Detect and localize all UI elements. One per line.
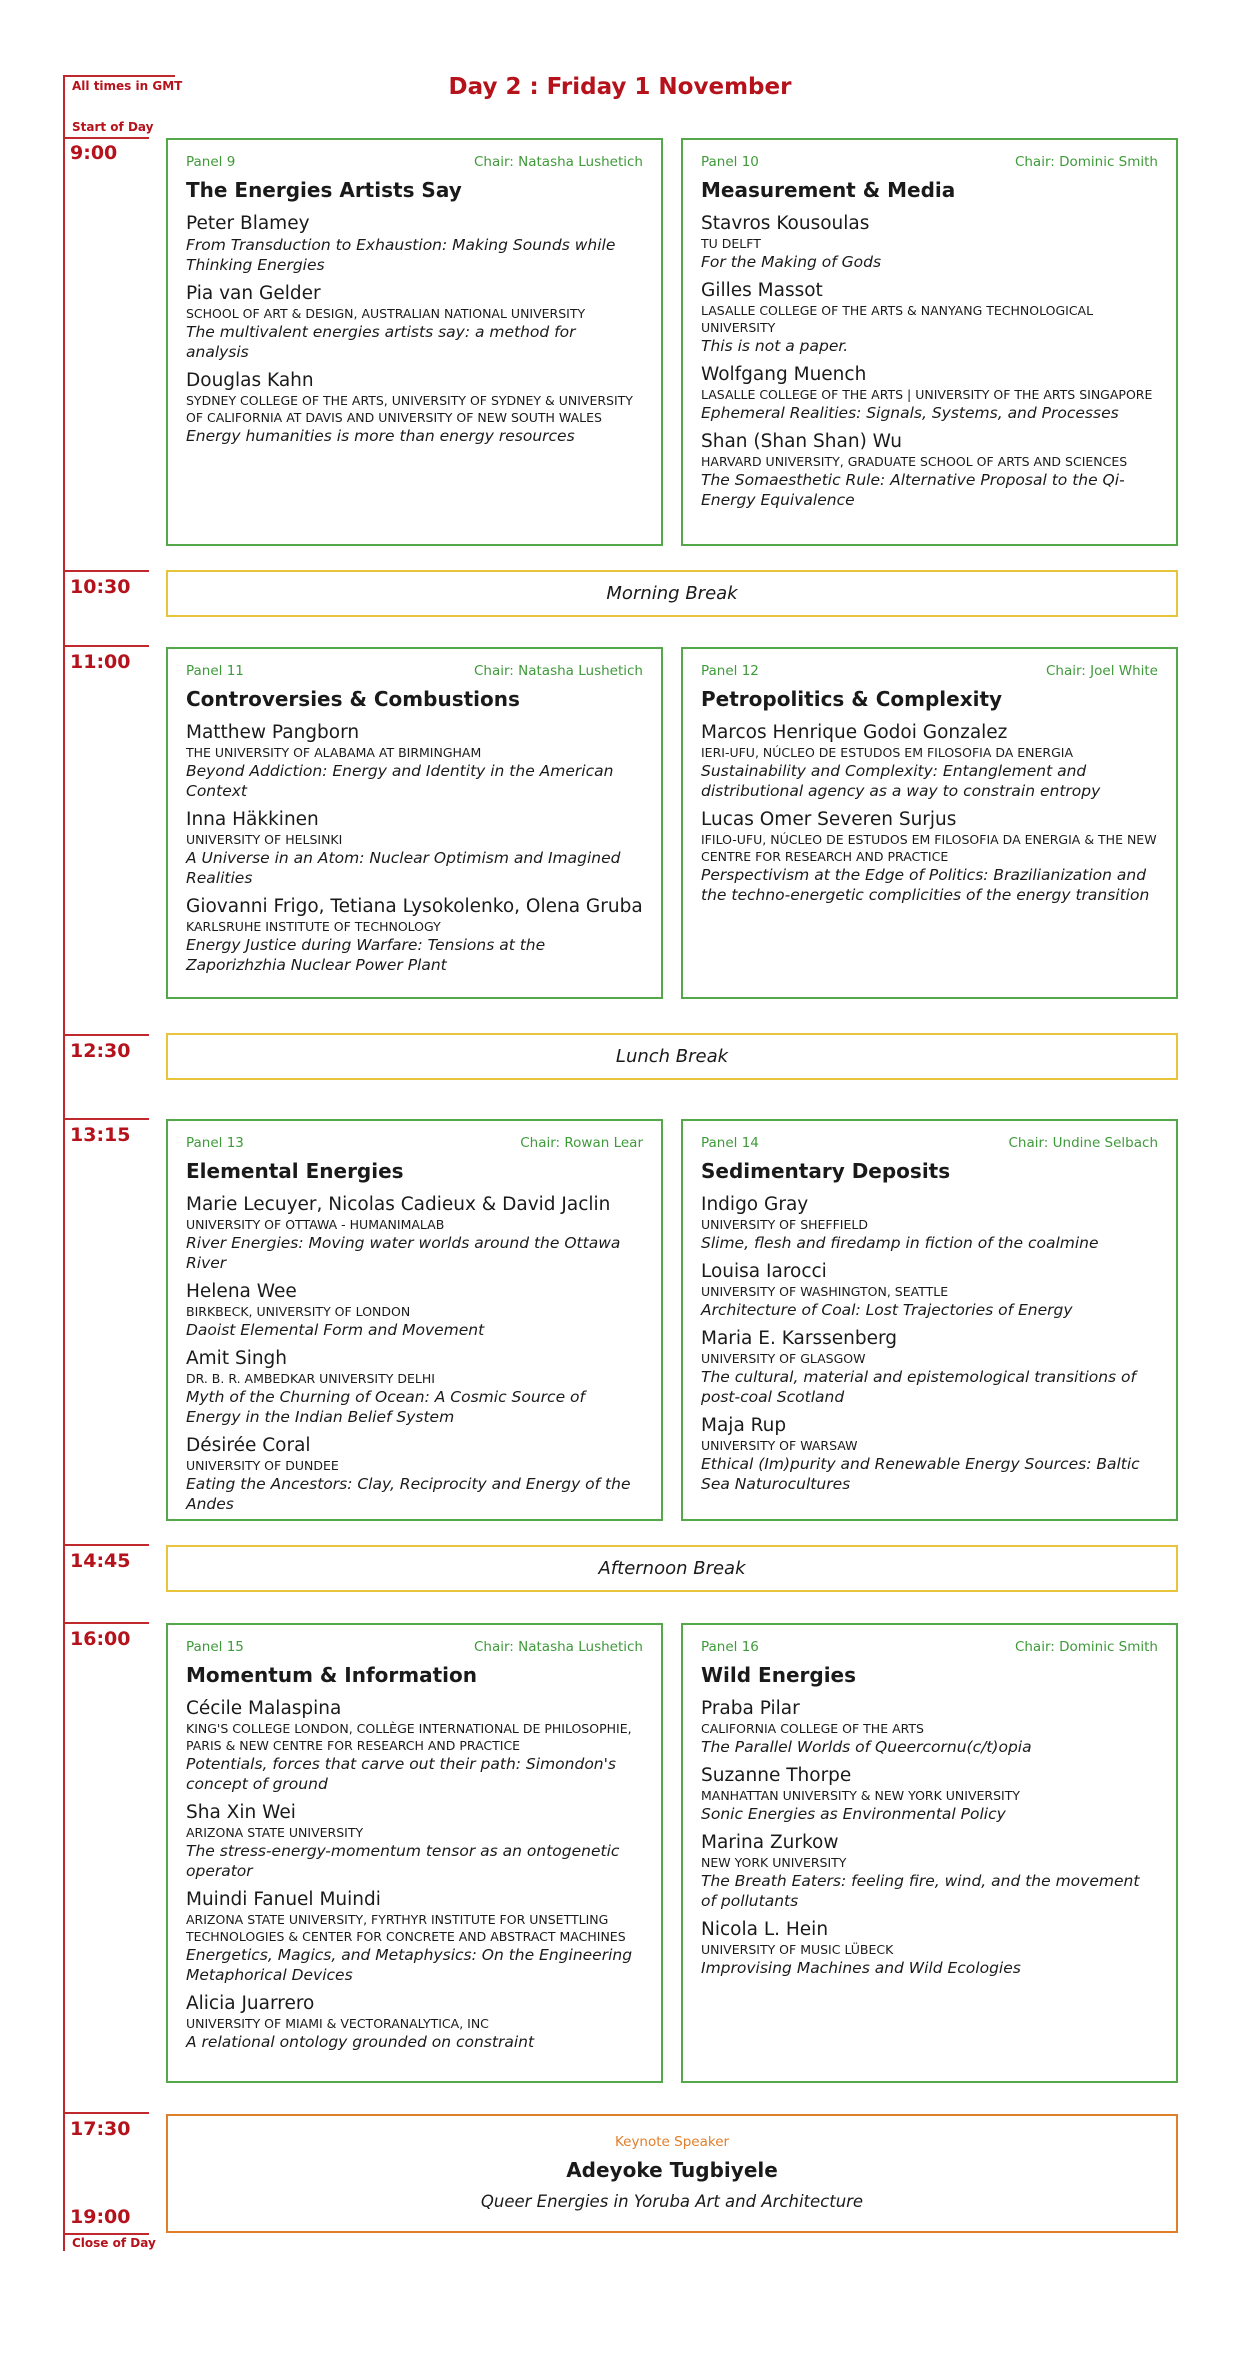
panel-number: Panel 15 — [186, 1639, 244, 1655]
break-bar — [166, 570, 1178, 617]
panel-title: Sedimentary Deposits — [701, 1159, 951, 1183]
speaker-affiliation: LASALLE COLLEGE OF THE ARTS & NANYANG TECHNOLOGICAL UNIVERSITY — [701, 303, 1094, 335]
panel-number: Panel 11 — [186, 663, 244, 679]
speaker-affiliation: UNIVERSITY OF GLASGOW — [701, 1351, 866, 1366]
talk-title: Energy humanities is more than energy resources — [186, 427, 575, 445]
panel-number: Panel 9 — [186, 154, 236, 170]
speaker-name: Marie Lecuyer, Nicolas Cadieux & David Jaclin — [186, 1194, 611, 1215]
speaker-name: Inna Häkkinen — [186, 809, 319, 830]
speaker-name: Nicola L. Hein — [701, 1919, 829, 1940]
panel-card — [681, 1119, 1178, 1521]
speaker-affiliation: MANHATTAN UNIVERSITY & NEW YORK UNIVERSITY — [701, 1788, 1020, 1803]
talk-title: Energy Justice during Warfare: Tensions at the Zaporizhzhia Nuclear Power Plant — [186, 936, 546, 974]
timeline-tick — [63, 1034, 149, 1036]
talk-entry — [701, 431, 1158, 510]
speaker-affiliation: THE UNIVERSITY OF ALABAMA AT BIRMINGHAM — [186, 745, 482, 760]
panel-title: Elemental Energies — [186, 1159, 404, 1183]
panel-chair: Chair: Dominic Smith — [1014, 1639, 1158, 1655]
time-label: 13:15 — [70, 1124, 131, 1146]
panel-chair: Chair: Dominic Smith — [1014, 154, 1158, 170]
speaker-name: Suzanne Thorpe — [701, 1765, 852, 1786]
speaker-affiliation: DR. B. R. AMBEDKAR UNIVERSITY DELHI — [186, 1371, 435, 1386]
talk-entry — [701, 364, 1158, 423]
panel-card — [681, 138, 1178, 546]
speaker-name: Alicia Juarrero — [186, 1993, 315, 2014]
speaker-name: Wolfgang Muench — [701, 364, 867, 385]
talk-entry — [186, 1194, 643, 1273]
page-title: Day 2 : Friday 1 November — [448, 74, 792, 100]
gmt-note: All times in GMT — [72, 79, 183, 93]
speaker-name: Shan (Shan Shan) Wu — [701, 431, 903, 452]
talk-title: Sustainability and Complexity: Entanglement and distributional agency as a way to constrain entropy — [701, 762, 1101, 800]
speaker-affiliation: CALIFORNIA COLLEGE OF THE ARTS — [701, 1721, 924, 1736]
speaker-name: Praba Pilar — [701, 1698, 800, 1719]
speaker-affiliation: UNIVERSITY OF DUNDEE — [186, 1458, 339, 1473]
speaker-name: Pia van Gelder — [186, 283, 321, 304]
speaker-affiliation: UNIVERSITY OF WARSAW — [701, 1438, 858, 1453]
panel-number: Panel 16 — [701, 1639, 759, 1655]
panel-card — [166, 1119, 663, 1521]
talk-title: Potentials, forces that carve out their path: Simondon's concept of ground — [186, 1755, 616, 1793]
speaker-affiliation: UNIVERSITY OF OTTAWA - HUMANIMALAB — [186, 1217, 445, 1232]
keynote-label: Keynote Speaker — [614, 2134, 730, 2150]
panel-title: Petropolitics & Complexity — [701, 687, 1003, 711]
time-label: 11:00 — [70, 651, 131, 673]
break-label: Lunch Break — [615, 1046, 729, 1067]
keynote-speaker-name: Adeyoke Tugbiyele — [566, 2158, 778, 2182]
talk-entry — [186, 896, 643, 975]
speaker-affiliation: UNIVERSITY OF MIAMI & VECTORANALYTICA, INC — [186, 2016, 489, 2031]
talk-title: A Universe in an Atom: Nuclear Optimism and Imagined Realities — [186, 849, 621, 887]
panel-chair: Chair: Natasha Lushetich — [473, 154, 643, 170]
talk-title: The Parallel Worlds of Queercornu(c/t)opia — [701, 1738, 1032, 1756]
panel-title: The Energies Artists Say — [186, 178, 462, 202]
talk-title: Energetics, Magics, and Metaphysics: On the Engineering Metaphorical Devices — [186, 1946, 633, 1984]
keynote-talk-title: Queer Energies in Yoruba Art and Architecture — [480, 2192, 864, 2211]
panel-chair: Chair: Natasha Lushetich — [473, 663, 643, 679]
timeline-tick — [63, 570, 149, 572]
talk-entry — [701, 213, 1158, 272]
talk-entry — [186, 370, 643, 446]
talk-title: Ethical (Im)purity and Renewable Energy Sources: Baltic Sea Naturocultures — [701, 1455, 1140, 1493]
break-bar — [166, 1033, 1178, 1080]
talk-entry — [701, 1832, 1158, 1911]
panel-title: Controversies & Combustions — [186, 687, 520, 711]
talk-title: Myth of the Churning of Ocean: A Cosmic Source of Energy in the Indian Belief System — [186, 1388, 585, 1426]
talk-entry — [186, 722, 643, 801]
panel-title: Measurement & Media — [701, 178, 956, 202]
speaker-name: Helena Wee — [186, 1281, 297, 1302]
talk-entry — [186, 1889, 643, 1985]
talk-title: Beyond Addiction: Energy and Identity in the American Context — [186, 762, 614, 800]
speaker-affiliation: IERI-UFU, NÚCLEO DE ESTUDOS EM FILOSOFIA DA ENERGIA — [701, 745, 1074, 760]
speaker-name: Cécile Malaspina — [186, 1698, 342, 1719]
talk-title: Improvising Machines and Wild Ecologies — [701, 1959, 1021, 1977]
time-label: 17:30 — [70, 2118, 131, 2140]
panel-title: Momentum & Information — [186, 1663, 478, 1687]
panel-number: Panel 14 — [701, 1135, 759, 1151]
timeline-tick — [63, 645, 149, 647]
speaker-name: Douglas Kahn — [186, 370, 314, 391]
speaker-name: Giovanni Frigo, Tetiana Lysokolenko, Olena Gruba — [186, 896, 643, 917]
speaker-affiliation: UNIVERSITY OF WASHINGTON, SEATTLE — [701, 1284, 949, 1299]
talk-title: This is not a paper. — [701, 337, 849, 355]
panel-chair: Chair: Joel White — [1045, 663, 1158, 679]
talk-title: A relational ontology grounded on constraint — [186, 2033, 535, 2051]
speaker-name: Peter Blamey — [186, 213, 310, 234]
speaker-affiliation: SYDNEY COLLEGE OF THE ARTS, UNIVERSITY OF SYDNEY & UNIVERSITY OF CALIFORNIA AT DAVIS AND UNIVERSITY OF NEW SOUTH WALES — [186, 393, 633, 425]
speaker-affiliation: UNIVERSITY OF SHEFFIELD — [701, 1217, 868, 1232]
talk-title: For the Making of Gods — [701, 253, 882, 271]
speaker-affiliation: UNIVERSITY OF MUSIC LÜBECK — [701, 1942, 894, 1957]
speaker-affiliation: ARIZONA STATE UNIVERSITY, FYRTHYR INSTITUTE FOR UNSETTLING TECHNOLOGIES & CENTER FOR CONCRETE AND ABSTRACT MACHINES — [186, 1912, 626, 1944]
speaker-affiliation: UNIVERSITY OF HELSINKI — [186, 832, 343, 847]
talk-entry — [186, 1802, 643, 1881]
close-of-day-label: Close of Day — [72, 2236, 156, 2250]
talk-title: The stress-energy-momentum tensor as an ontogenetic operator — [186, 1842, 620, 1880]
time-label: 9:00 — [70, 142, 118, 164]
talk-title: The cultural, material and epistemological transitions of post-coal Scotland — [701, 1368, 1136, 1406]
talk-title: Ephemeral Realities: Signals, Systems, and Processes — [701, 404, 1119, 422]
talk-title: Sonic Energies as Environmental Policy — [701, 1805, 1006, 1823]
panel-card — [681, 647, 1178, 999]
timeline-line — [63, 75, 65, 2251]
speaker-name: Amit Singh — [186, 1348, 288, 1369]
talk-title: From Transduction to Exhaustion: Making Sounds while Thinking Energies — [186, 236, 616, 274]
talk-title: The multivalent energies artists say: a method for analysis — [186, 323, 576, 361]
keynote-card — [166, 2114, 1178, 2233]
timeline-tick — [63, 2112, 149, 2114]
panel-chair: Chair: Rowan Lear — [520, 1135, 643, 1151]
talk-title: Perspectivism at the Edge of Politics: Brazilianization and the techno-energetic complicities of the energy transition — [701, 866, 1150, 904]
panel-card — [166, 647, 663, 999]
speaker-name: Matthew Pangborn — [186, 722, 360, 743]
talk-entry — [701, 280, 1158, 356]
talk-entry — [186, 213, 643, 275]
speaker-affiliation: KARLSRUHE INSTITUTE OF TECHNOLOGY — [186, 919, 441, 934]
speaker-name: Désirée Coral — [186, 1435, 311, 1456]
panel-number: Panel 10 — [701, 154, 759, 170]
talk-entry — [186, 283, 643, 362]
time-label: 10:30 — [70, 576, 131, 598]
panel-card — [166, 1623, 663, 2083]
speaker-affiliation: ARIZONA STATE UNIVERSITY — [186, 1825, 364, 1840]
timeline-tick — [63, 2233, 149, 2235]
talk-entry — [186, 1348, 643, 1427]
talk-title: Slime, flesh and firedamp in fiction of the coalmine — [701, 1234, 1099, 1252]
talk-entry — [701, 1194, 1158, 1253]
speaker-name: Sha Xin Wei — [186, 1802, 296, 1823]
speaker-affiliation: TU DELFT — [701, 236, 761, 251]
speaker-name: Indigo Gray — [701, 1194, 809, 1215]
panel-number: Panel 12 — [701, 663, 759, 679]
talk-title: Eating the Ancestors: Clay, Reciprocity and Energy of the Andes — [186, 1475, 631, 1513]
timeline-tick — [63, 1544, 149, 1546]
break-label: Morning Break — [606, 583, 738, 604]
time-label: 19:00 — [70, 2206, 131, 2228]
panel-card — [681, 1623, 1178, 2083]
talk-entry — [701, 1765, 1158, 1824]
talk-title: The Somaesthetic Rule: Alternative Proposal to the Qi-Energy Equivalence — [701, 471, 1125, 509]
talk-title: Daoist Elemental Form and Movement — [186, 1321, 485, 1339]
talk-entry — [186, 809, 643, 888]
talk-entry — [186, 1698, 643, 1794]
speaker-name: Muindi Fanuel Muindi — [186, 1889, 381, 1910]
break-label: Afternoon Break — [598, 1558, 746, 1579]
talk-title: The Breath Eaters: feeling fire, wind, and the movement of pollutants — [701, 1872, 1140, 1910]
talk-entry — [701, 1261, 1158, 1320]
timeline-tick — [63, 1622, 149, 1624]
speaker-name: Maria E. Karssenberg — [701, 1328, 897, 1349]
speaker-name: Louisa Iarocci — [701, 1261, 827, 1282]
timeline-tick — [63, 1118, 149, 1120]
speaker-affiliation: IFILO-UFU, NÚCLEO DE ESTUDOS EM FILOSOFIA DA ENERGIA & THE NEW CENTRE FOR RESEARCH AND PRACTICE — [701, 832, 1157, 864]
speaker-affiliation: HARVARD UNIVERSITY, GRADUATE SCHOOL OF ARTS AND SCIENCES — [701, 454, 1128, 469]
talk-entry — [186, 1435, 643, 1514]
talk-entry — [701, 1698, 1158, 1757]
time-label: 12:30 — [70, 1040, 131, 1062]
talk-entry — [186, 1993, 643, 2052]
talk-entry — [701, 809, 1158, 905]
speaker-name: Gilles Massot — [701, 280, 823, 301]
speaker-name: Lucas Omer Severen Surjus — [701, 809, 957, 830]
time-label: 14:45 — [70, 1550, 131, 1572]
start-of-day-label: Start of Day — [72, 120, 154, 134]
panel-chair: Chair: Natasha Lushetich — [473, 1639, 643, 1655]
speaker-name: Maja Rup — [701, 1415, 787, 1436]
talk-entry — [701, 1415, 1158, 1494]
talk-entry — [186, 1281, 643, 1340]
speaker-name: Marina Zurkow — [701, 1832, 839, 1853]
talk-entry — [701, 722, 1158, 801]
panel-card — [166, 138, 663, 546]
talk-entry — [701, 1328, 1158, 1407]
panel-title: Wild Energies — [701, 1663, 857, 1687]
break-bar — [166, 1545, 1178, 1592]
talk-entry — [701, 1919, 1158, 1978]
talk-title: Architecture of Coal: Lost Trajectories of Energy — [701, 1301, 1073, 1319]
speaker-affiliation: LASALLE COLLEGE OF THE ARTS | UNIVERSITY OF THE ARTS SINGAPORE — [701, 387, 1153, 402]
time-label: 16:00 — [70, 1628, 131, 1650]
talk-title: River Energies: Moving water worlds around the Ottawa River — [186, 1234, 621, 1272]
panel-chair: Chair: Undine Selbach — [1008, 1135, 1158, 1151]
timeline-tick — [63, 137, 149, 139]
speaker-affiliation: BIRKBECK, UNIVERSITY OF LONDON — [186, 1304, 411, 1319]
panel-number: Panel 13 — [186, 1135, 244, 1151]
speaker-affiliation: NEW YORK UNIVERSITY — [701, 1855, 847, 1870]
speaker-name: Marcos Henrique Godoi Gonzalez — [701, 722, 1008, 743]
speaker-affiliation: SCHOOL OF ART & DESIGN, AUSTRALIAN NATIONAL UNIVERSITY — [186, 306, 586, 321]
speaker-name: Stavros Kousoulas — [701, 213, 870, 234]
speaker-affiliation: KING'S COLLEGE LONDON, COLLÈGE INTERNATIONAL DE PHILOSOPHIE, PARIS & NEW CENTRE FOR RESEARCH AND PRACTICE — [186, 1721, 632, 1753]
